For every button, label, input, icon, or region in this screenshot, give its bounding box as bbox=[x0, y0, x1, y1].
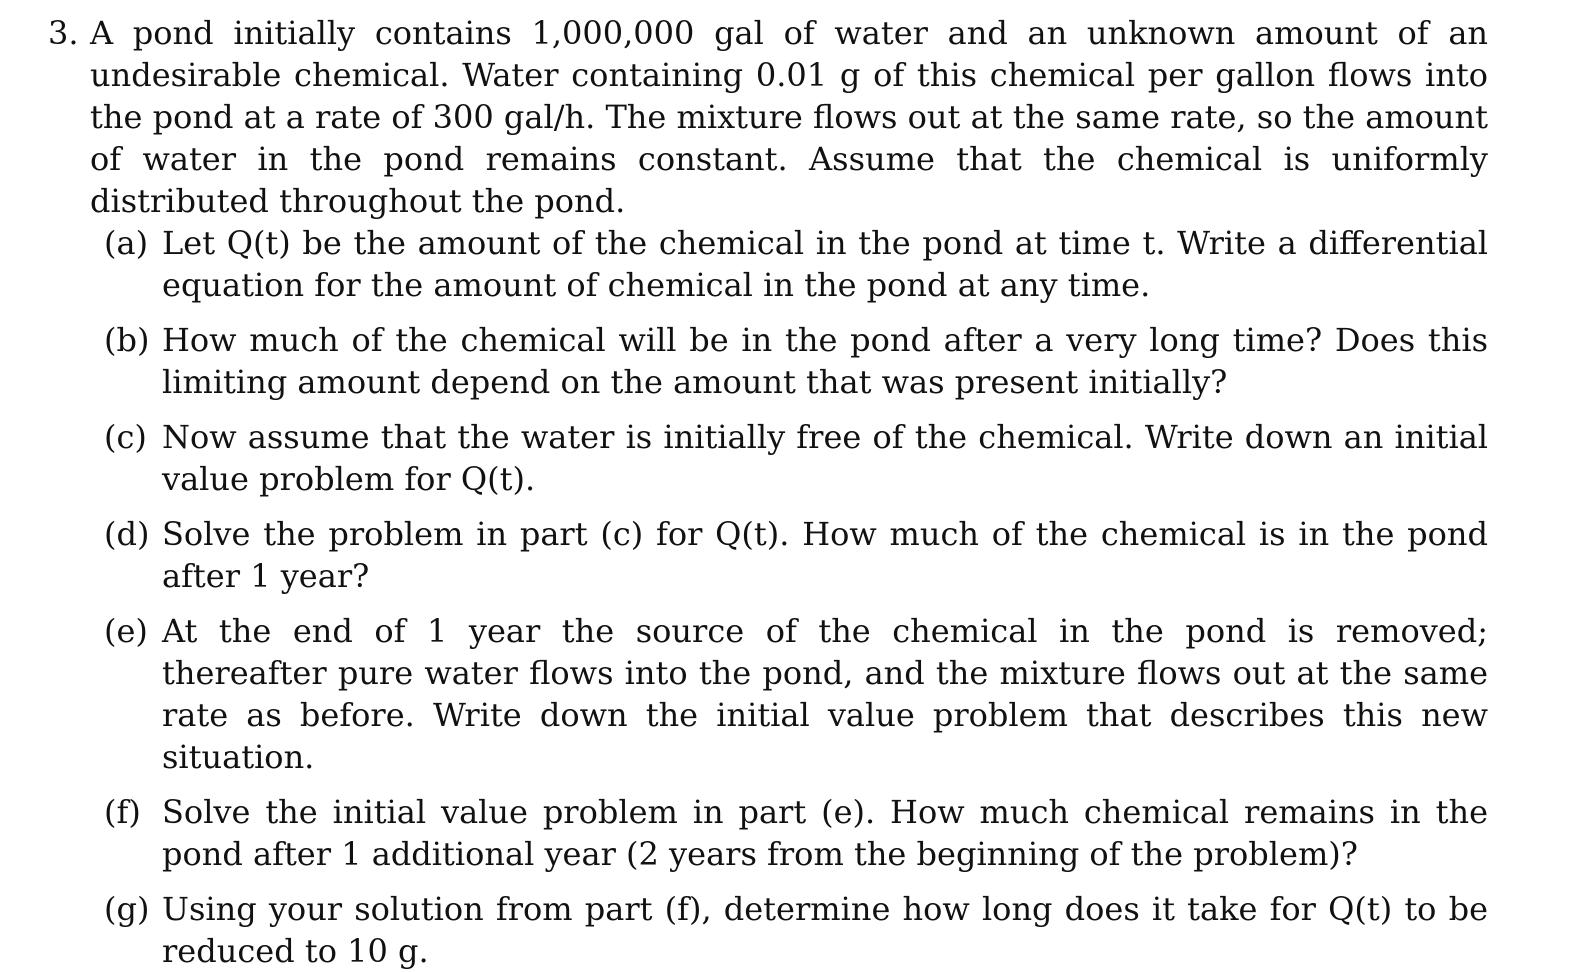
problem-parts bbox=[104, 222, 1488, 972]
part-label: (f) bbox=[104, 793, 141, 831]
part-label: (b) bbox=[104, 321, 150, 359]
part-text: Now assume that the water is initially free of the chemical. Write down an initial value problem for Q(t). bbox=[162, 418, 1488, 498]
part-text: Solve the initial value problem in part (e). How much chemical remains in the pond after 1 additional year (2 years from the beginning of the problem)? bbox=[162, 793, 1488, 873]
part-c bbox=[104, 416, 1488, 500]
part-f bbox=[104, 791, 1488, 875]
part-text: At the end of 1 year the source of the chemical in the pond is removed; thereafter pure water flows into the pond, and the mixture flows out at the same rate as before. Write down the initial value problem that describes this new situation. bbox=[162, 612, 1488, 776]
problem-3 bbox=[48, 12, 1488, 972]
part-text: Solve the problem in part (c) for Q(t). How much of the chemical is in the pond after 1 year? bbox=[162, 515, 1488, 595]
part-text: How much of the chemical will be in the pond after a very long time? Does this limiting amount depend on the amount that was present initially? bbox=[162, 321, 1488, 401]
part-e bbox=[104, 610, 1488, 778]
part-b bbox=[104, 319, 1488, 403]
part-g bbox=[104, 888, 1488, 972]
problem-header bbox=[48, 12, 1488, 222]
part-d bbox=[104, 513, 1488, 597]
part-label: (g) bbox=[104, 890, 150, 928]
part-label: (a) bbox=[104, 224, 149, 262]
part-text: Using your solution from part (f), determine how long does it take for Q(t) to be reduced to 10 g. bbox=[162, 890, 1488, 970]
part-text: Let Q(t) be the amount of the chemical in the pond at time t. Write a differential equation for the amount of chemical in the pond at any time. bbox=[162, 224, 1488, 304]
problem-statement: A pond initially contains 1,000,000 gal of water and an unknown amount of an undesirable chemical. Water containing 0.01 g of this chemical per gallon flows into the pond at a rate of 300 gal/h. The mixture flows out at the same rate, so the amount of water in the pond remains constant. Assume that the chemical is uniformly distributed throughout the pond. bbox=[90, 14, 1488, 220]
part-label: (d) bbox=[104, 515, 150, 553]
part-label: (c) bbox=[104, 418, 147, 456]
part-label: (e) bbox=[104, 612, 148, 650]
problem-number: 3. bbox=[48, 14, 79, 52]
part-a bbox=[104, 222, 1488, 306]
